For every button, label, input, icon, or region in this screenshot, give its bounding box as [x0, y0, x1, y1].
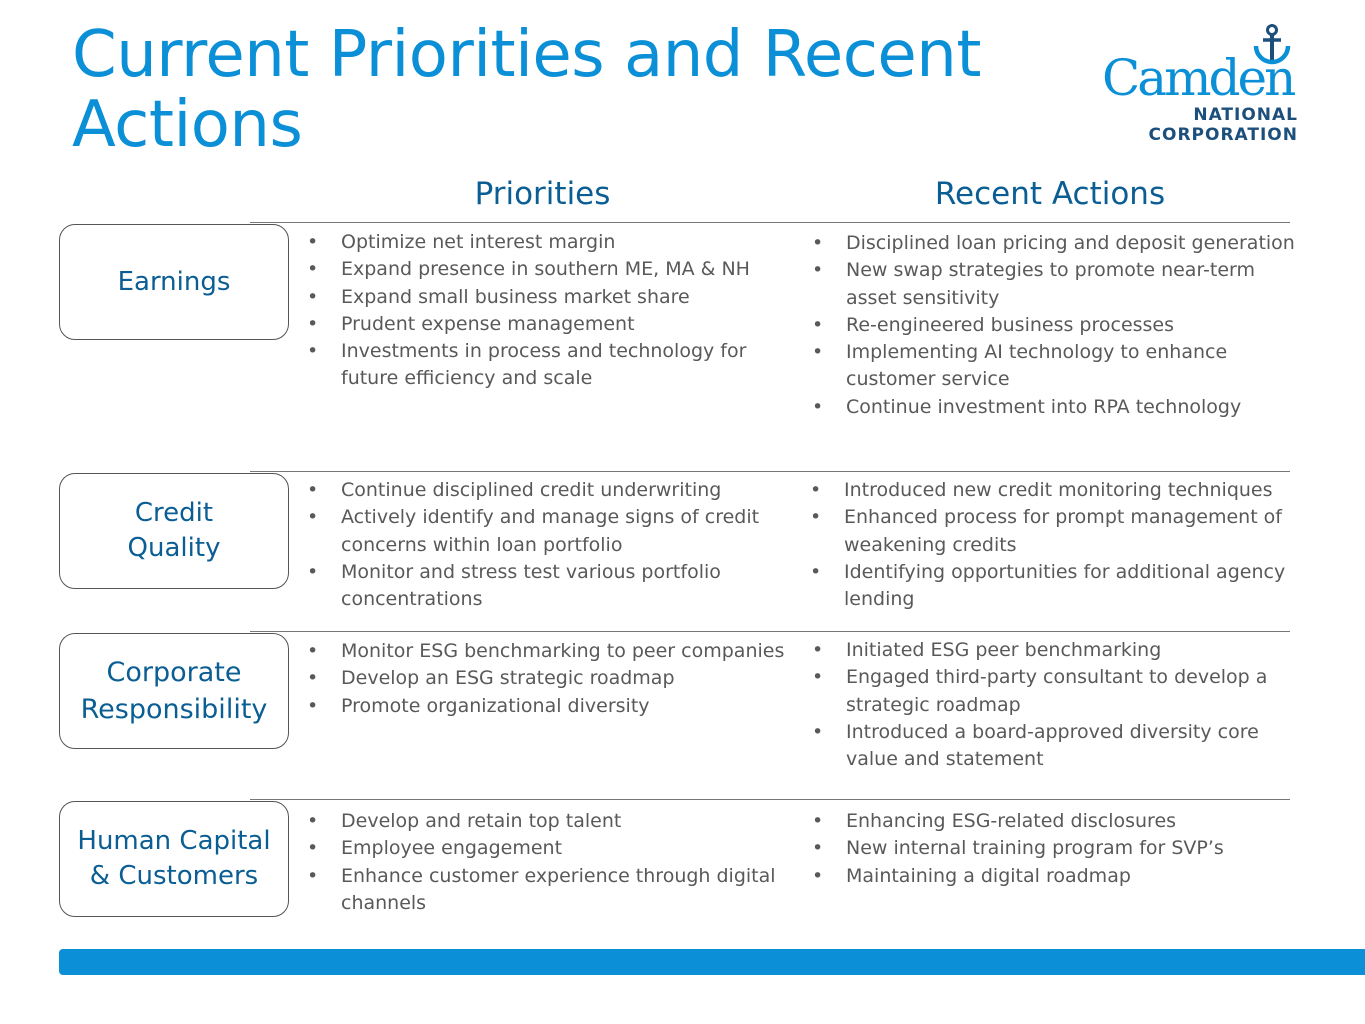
logo-line-corporation: CORPORATION [1148, 125, 1298, 145]
company-logo [1100, 22, 1300, 152]
logo-line-national: NATIONAL [1193, 105, 1298, 125]
row-divider [250, 222, 1290, 223]
row-label-corporate-responsibility [59, 633, 289, 749]
list-item: • Actively identify and manage signs of credit concerns within loan portfolio [305, 504, 785, 559]
list-item: • Investments in process and technology for future efficiency and scale [305, 338, 785, 393]
row-label-credit-quality [59, 473, 289, 589]
list-item: • New internal training program for SVP’s [810, 835, 1295, 862]
list-item: • Monitor and stress test various portfolio concentrations [305, 559, 785, 614]
row-label-line: Human Capital [77, 826, 271, 856]
list-item: • Expand presence in southern ME, MA & NH [305, 256, 785, 283]
row-label-line: Corporate [106, 657, 242, 688]
list-item: • Introduced new credit monitoring techniques [808, 477, 1293, 504]
list-item: • Expand small business market share [305, 284, 785, 311]
earnings-priorities-list [305, 229, 785, 393]
credit-quality-priorities-list [305, 477, 785, 613]
corporate-responsibility-priorities-list [305, 638, 785, 720]
row-label-line: & Customers [89, 861, 259, 891]
list-item: • Re-engineered business processes [810, 312, 1295, 339]
corporate-responsibility-actions-list [810, 637, 1295, 773]
list-item: • Introduced a board-approved diversity core value and statement [810, 719, 1295, 774]
list-item: • New swap strategies to promote near-term asset sensitivity [810, 257, 1295, 312]
list-item: • Promote organizational diversity [305, 693, 785, 720]
list-item: • Continue disciplined credit underwriting [305, 477, 785, 504]
row-divider [250, 799, 1290, 800]
page-title: Current Priorities and Recent Actions [72, 18, 981, 162]
credit-quality-actions-list [808, 477, 1293, 613]
list-item: • Enhancing ESG-related disclosures [810, 808, 1295, 835]
list-item: • Develop an ESG strategic roadmap [305, 665, 785, 692]
list-item: • Engaged third-party consultant to develop a strategic roadmap [810, 664, 1295, 719]
list-item: • Identifying opportunities for additional agency lending [808, 559, 1293, 614]
human-capital-priorities-list [305, 808, 785, 917]
list-item: • Implementing AI technology to enhance customer service [810, 339, 1295, 394]
logo-wordmark: Camden [1102, 49, 1294, 107]
row-label-line: Earnings [117, 266, 231, 297]
earnings-actions-list [810, 230, 1295, 421]
row-divider [250, 631, 1290, 632]
footer-accent-bar [59, 949, 1365, 975]
row-divider [250, 471, 1290, 472]
row-label-line: Responsibility [80, 694, 268, 725]
list-item: • Enhance customer experience through digital channels [305, 863, 785, 918]
list-item: • Optimize net interest margin [305, 229, 785, 256]
list-item: • Develop and retain top talent [305, 808, 785, 835]
row-label-line: Credit [134, 498, 214, 528]
priorities-header: Priorities [474, 176, 611, 212]
human-capital-actions-list [810, 808, 1295, 890]
list-item: • Initiated ESG peer benchmarking [810, 637, 1295, 664]
list-item: • Monitor ESG benchmarking to peer companies [305, 638, 785, 665]
list-item: • Prudent expense management [305, 311, 785, 338]
list-item: • Employee engagement [305, 835, 785, 862]
list-item: • Enhanced process for prompt management of weakening credits [808, 504, 1293, 559]
row-label-line: Quality [127, 533, 221, 563]
row-label-human-capital [59, 801, 289, 917]
list-item: • Disciplined loan pricing and deposit generation [810, 230, 1295, 257]
list-item: • Maintaining a digital roadmap [810, 863, 1295, 890]
recent-actions-header: Recent Actions [934, 176, 1166, 212]
list-item: • Continue investment into RPA technology [810, 394, 1295, 421]
row-label-earnings [59, 224, 289, 340]
